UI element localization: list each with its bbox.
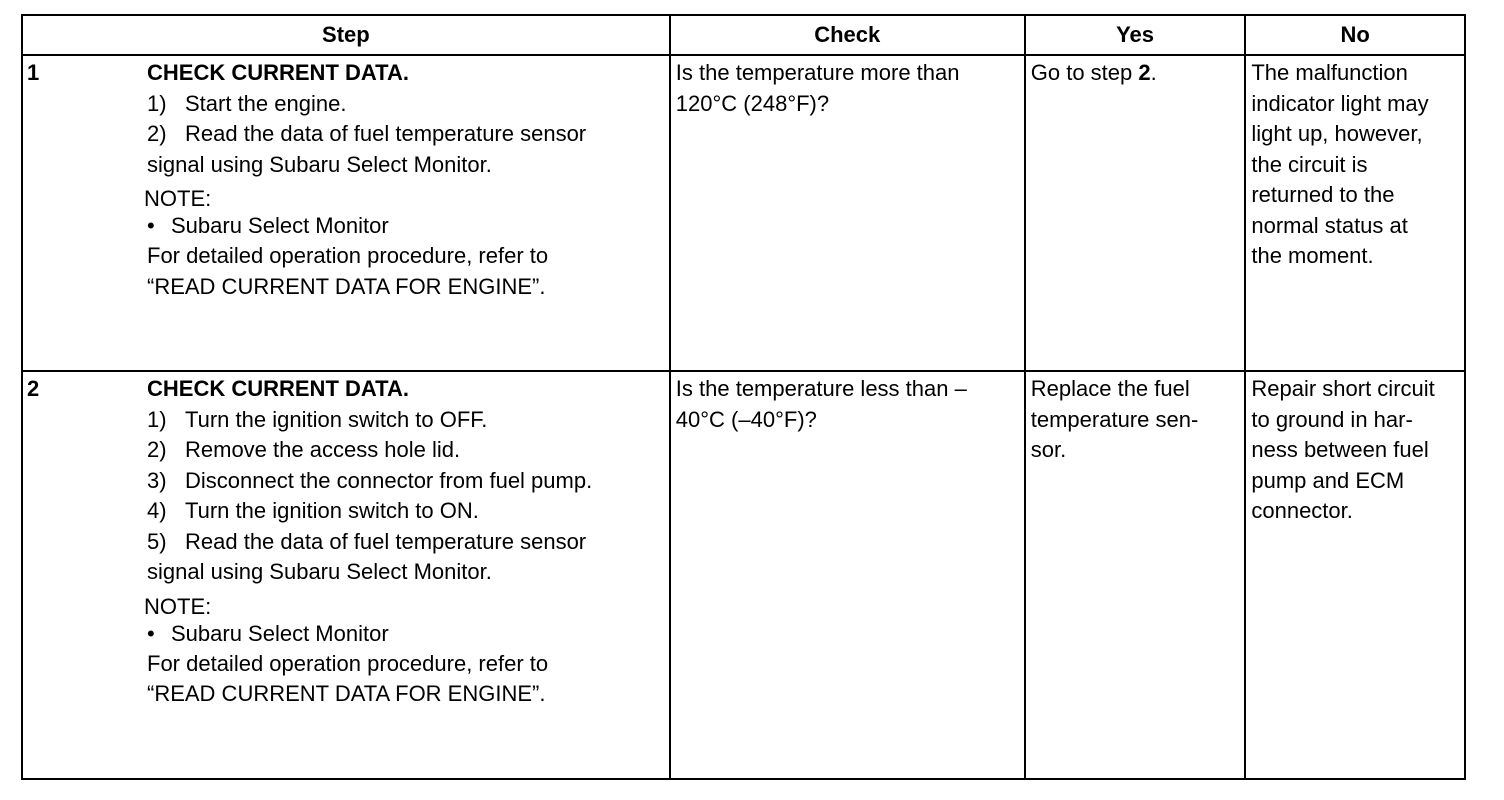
header-check: Check [670,15,1025,55]
step-instruction-text: Turn the ignition switch to ON. [185,498,479,523]
yes-action-prefix: Go to step [1030,60,1139,85]
step-instruction-text: Remove the access hole lid. [185,437,461,462]
note-bullet-text: Subaru Select Monitor [171,620,389,646]
step-instruction-continuation: signal using Subaru Select Monitor. [147,559,492,584]
no-text-line: to ground in har- [1251,406,1413,432]
yes-text-line: Replace the fuel [1030,376,1190,401]
step-instruction-number: 4) [147,498,167,523]
no-text-line: light up, however, [1251,121,1423,146]
step-instruction-number: 5) [147,528,167,554]
step-instruction-number: 2) [147,437,167,462]
step-instruction-text: Start the engine. [185,90,347,116]
note-reference: “READ CURRENT DATA FOR ENGINE”. [147,273,546,299]
check-text-line: Is the temperature more than [675,60,960,85]
no-text-line: normal status at [1251,212,1408,238]
step-cell [22,55,670,371]
header-no: No [1245,15,1465,55]
yes-action-suffix: . [1150,60,1157,85]
table-row [22,371,1465,779]
yes-cell [1025,371,1246,779]
header-row [22,15,1465,55]
no-text-line: The malfunction [1251,60,1408,85]
step-instruction-text: Read the data of fuel temperature sensor [185,528,587,554]
step-instruction-number: 1) [147,406,167,432]
check-text-line: Is the temperature less than – [675,376,967,401]
note-bullet-text: Subaru Select Monitor [171,213,389,238]
no-text-line: the moment. [1251,243,1374,268]
step-instruction [147,527,665,558]
check-cell [670,371,1025,779]
bullet-icon: • [147,213,155,238]
step-instruction-text: Read the data of fuel temperature sensor [185,121,587,146]
no-cell [1245,371,1465,779]
step-cell [22,371,670,779]
check-cell [670,55,1025,371]
no-text-line: ness between fuel [1251,437,1429,462]
table-row [22,55,1465,371]
step-instruction-number: 2) [147,121,167,146]
no-text-line: returned to the [1251,182,1395,207]
step-number: 1 [27,60,40,85]
note-text: For detailed operation procedure, refer to [147,650,549,676]
yes-text-line: sor. [1030,437,1067,462]
no-text-line: pump and ECM [1251,467,1405,493]
step-instruction-number: 3) [147,467,167,493]
step-instruction-number: 1) [147,90,167,116]
no-text-line: the circuit is [1251,151,1368,177]
note-label: NOTE: [144,593,212,619]
yes-text-line: temperature sen- [1030,406,1199,432]
diagnostic-table [21,14,1466,780]
check-text-line: 120°C (248°F)? [675,90,830,116]
step-number: 2 [27,376,40,401]
step-body [144,58,669,302]
step-instruction [147,435,665,466]
yes-step-link: 2 [1138,60,1151,85]
step-instruction-text: Turn the ignition switch to OFF. [185,406,488,432]
yes-cell [1025,55,1246,371]
step-instruction [147,89,665,120]
no-text-line: Repair short circuit [1251,376,1435,401]
no-text-line: connector. [1251,498,1353,523]
note-bullet [147,211,665,241]
no-cell [1245,55,1465,371]
step-title: CHECK CURRENT DATA. [147,60,409,85]
step-instruction-continuation: signal using Subaru Select Monitor. [147,151,492,177]
note-label: NOTE: [144,186,212,211]
header-yes: Yes [1025,15,1246,55]
note-reference: “READ CURRENT DATA FOR ENGINE”. [147,681,546,706]
header-step: Step [22,15,670,55]
step-title: CHECK CURRENT DATA. [147,376,409,401]
note-text: For detailed operation procedure, refer to [147,243,549,268]
bullet-icon: • [147,620,155,646]
step-body [144,374,669,710]
check-text-line: 40°C (–40°F)? [675,406,817,432]
step-instruction [147,466,665,497]
step-instruction [147,119,665,150]
step-instruction [147,496,665,527]
no-text-line: indicator light may [1251,90,1429,116]
yes-action [1031,58,1241,89]
step-instruction-text: Disconnect the connector from fuel pump. [185,467,593,493]
step-instruction [147,405,665,436]
note-bullet [147,619,665,649]
